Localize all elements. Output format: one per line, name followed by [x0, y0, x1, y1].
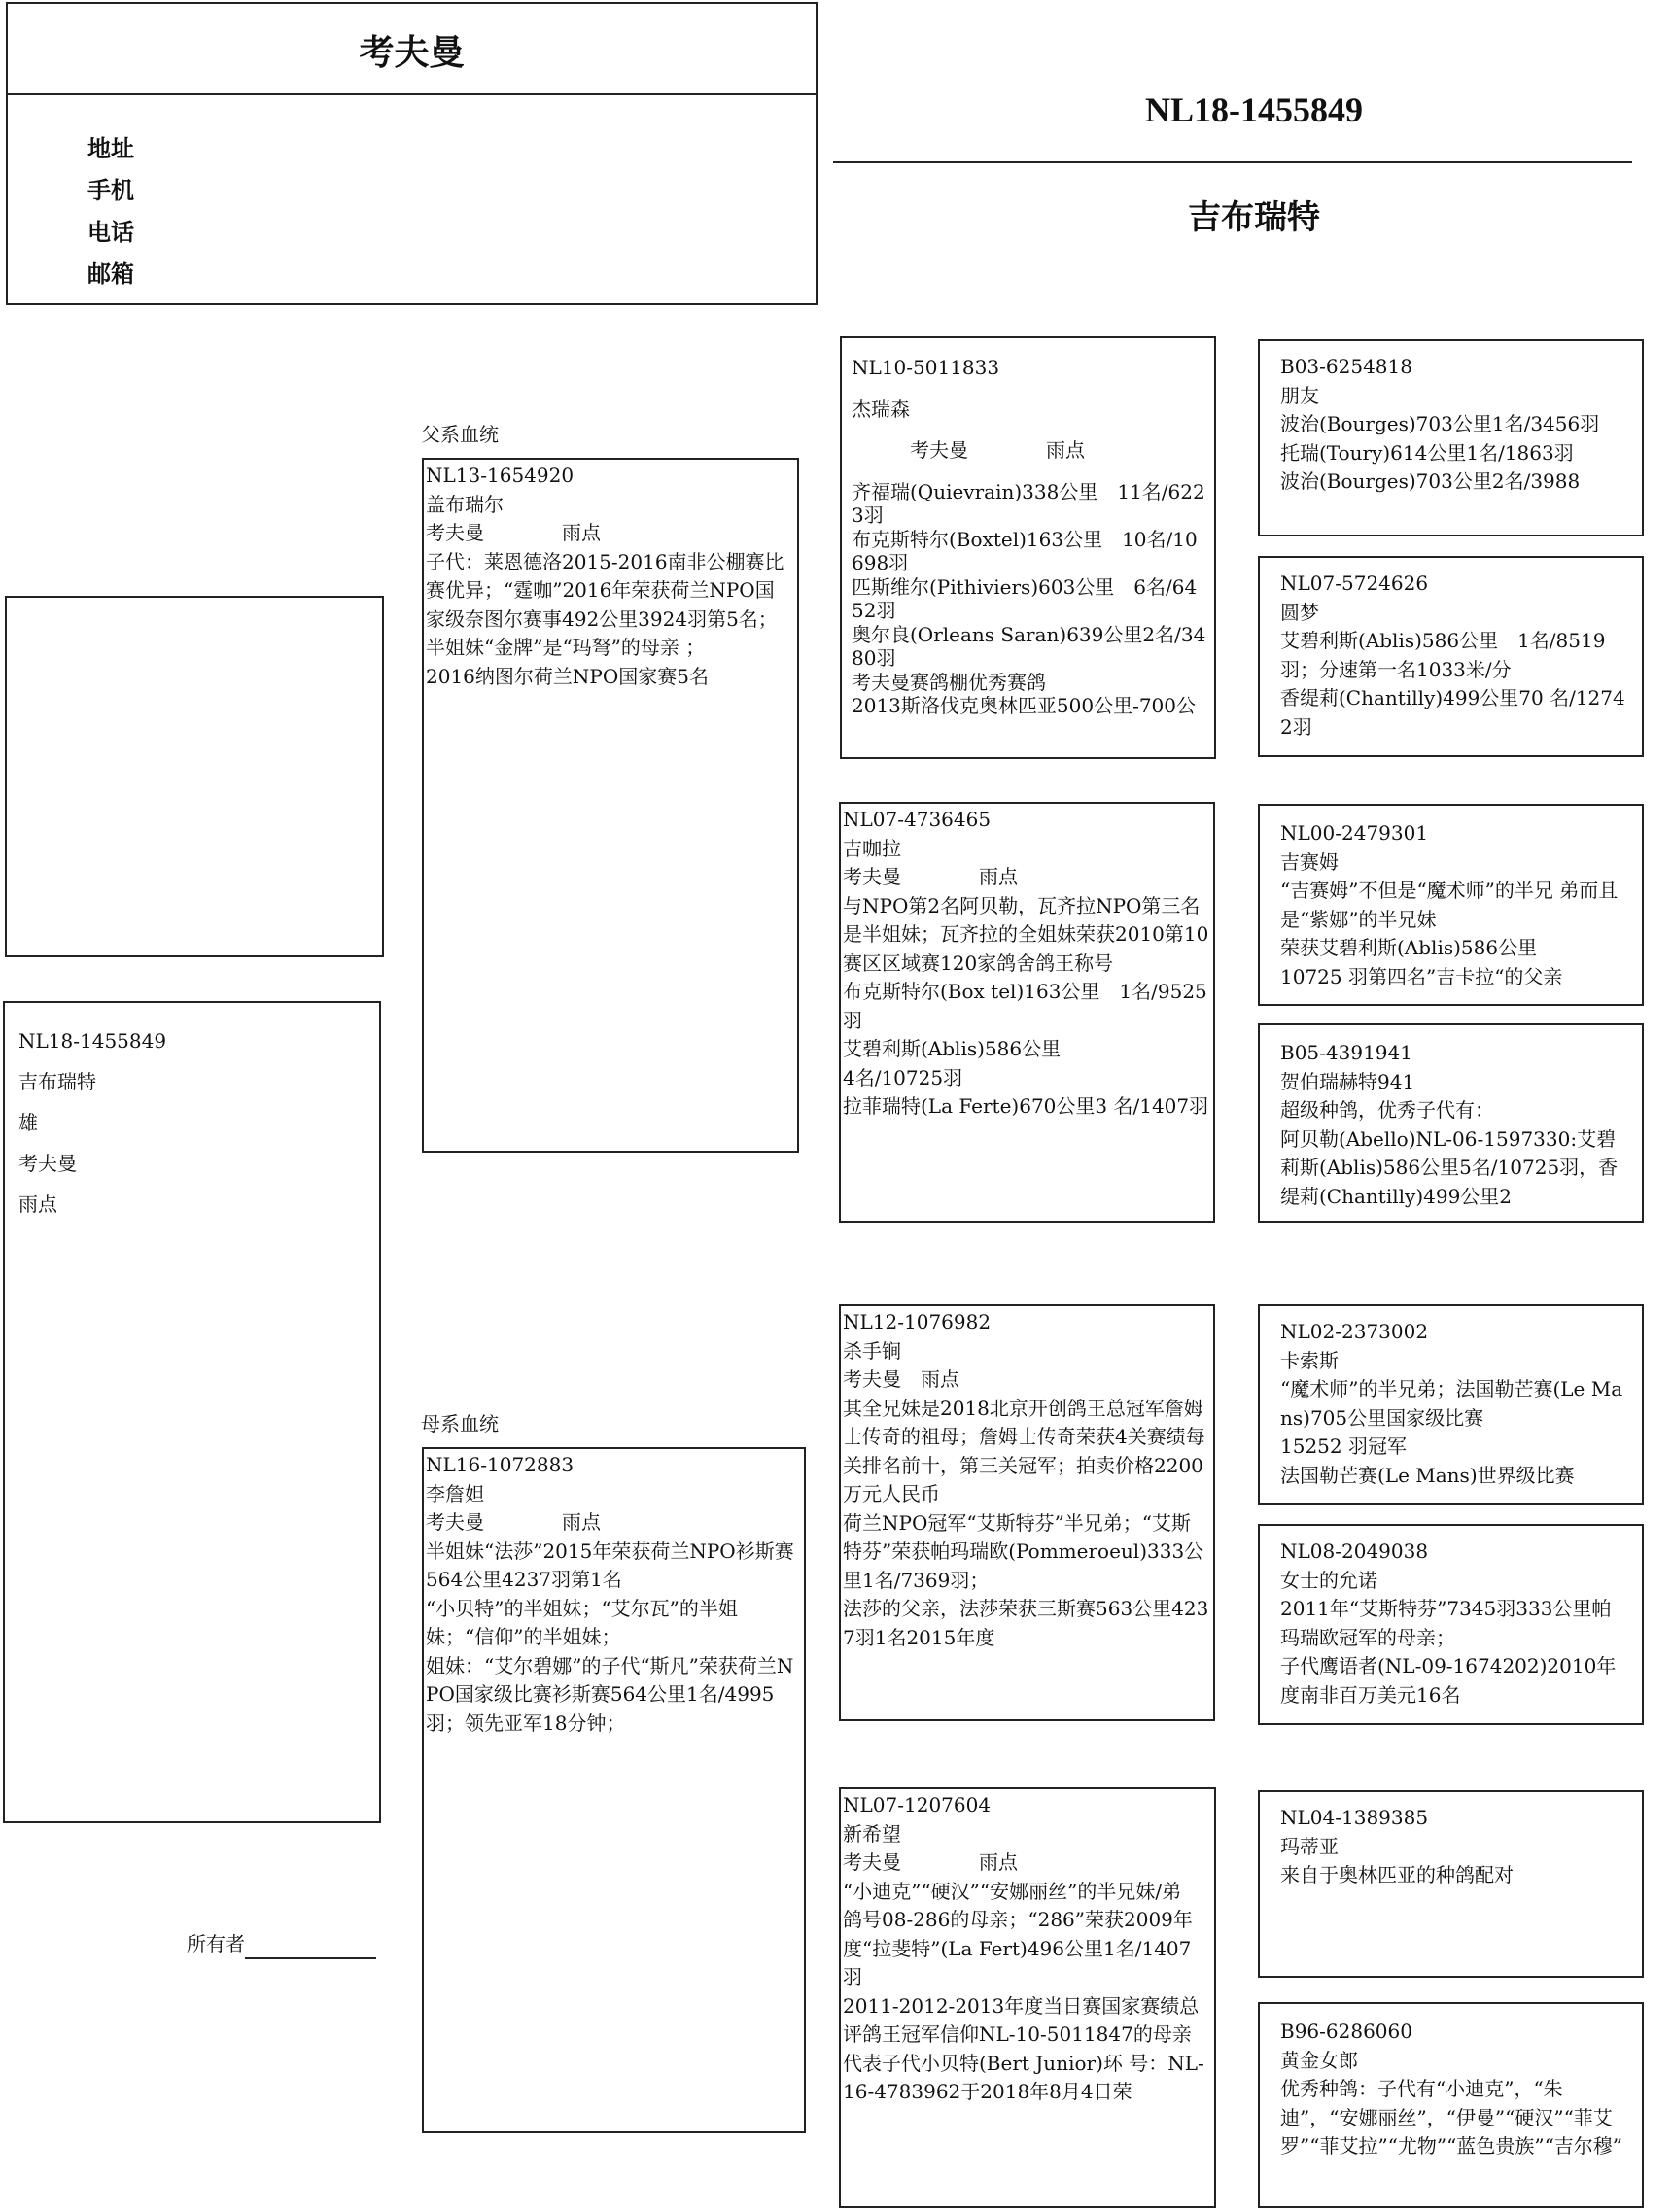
grandsire-maternal-note: 其全兄妹是2018北京开创鸽王总冠军詹姆士传奇的祖母；詹姆士传奇荣获4关赛绩每关排名前十，第三关冠军；拍卖价格2200万元人民币 [843, 1396, 1205, 1505]
granddam-paternal-note: 4名/10725羽 [843, 1065, 963, 1089]
granddam-paternal-name: 吉咖拉 [843, 836, 901, 860]
subject-ring: NL18-1455849 [18, 1029, 167, 1053]
subject-breeder: 考夫曼 [18, 1152, 77, 1175]
ggp-name: 圆梦 [1280, 600, 1319, 624]
granddam-maternal-note: 鸽号08-286的母亲；“286”荣获2009年度“拉斐特”(La Fert)496公里1名/1407羽 [843, 1908, 1193, 1988]
granddam-maternal-ring: NL07-1207604 [843, 1793, 992, 1816]
ggp-ring: NL04-1389385 [1280, 1806, 1429, 1829]
ggp-name: 吉赛姆 [1280, 849, 1339, 874]
great-grandparent-box [1258, 1304, 1644, 1505]
ggp-ring: NL07-5724626 [1280, 571, 1429, 595]
dam-note: 姐妹：“艾尔碧娜”的子代“斯凡”荣获荷兰NPO国家级比赛衫斯赛564公里1名/4995羽；领先亚军18分钟； [426, 1653, 794, 1735]
ggp-ring: NL02-2373002 [1280, 1320, 1429, 1343]
owner-field[interactable] [187, 1930, 391, 1959]
ggp-name: 朋友 [1280, 383, 1319, 407]
ggp-note: 2011年“艾斯特芬”7345羽333公里帕 玛瑞欧冠军的母亲； [1280, 1597, 1612, 1649]
grandsire-maternal-note: 法莎的父亲，法莎荣获三斯赛563公里4237羽1名2015年度 [843, 1597, 1209, 1649]
ggp-ring: B96-6286060 [1280, 2020, 1412, 2043]
granddam-maternal-breeder-color: 考夫曼 雨点 [843, 1850, 1018, 1874]
ggp-name: 卡索斯 [1280, 1348, 1339, 1372]
granddam-paternal-note: 艾碧利斯(Ablis)586公里 [843, 1037, 1062, 1060]
ggp-name: 女士的允诺 [1280, 1568, 1377, 1592]
photo-frame [5, 596, 384, 957]
grandsire-paternal-note: 齐福瑞(Quievrain)338公里 11名/6223羽 [852, 479, 1205, 527]
grandsire-paternal-note: 布克斯特尔(Boxtel)163公里 10名/10698羽 [852, 527, 1198, 574]
ggp-note: 波治(Bourges)703公里1名/3456羽 [1280, 412, 1600, 435]
dam-breeder-color: 考夫曼 雨点 [426, 1510, 601, 1534]
grandsire-paternal-note: 匹斯维尔(Pithiviers)603公里 6名/6452羽 [852, 574, 1198, 622]
great-grandparent-box [1258, 804, 1644, 1006]
subject-box [3, 1001, 381, 1823]
ggp-note: 子代鹰语者(NL-09-1674202)2010年度南非百万美元16名 [1280, 1654, 1617, 1707]
grandsire-paternal-note: 奥尔良(Orleans Saran)639公里2名/3480羽 [852, 622, 1206, 670]
sire-box [422, 458, 799, 1153]
contact-label-phone: 电话 [87, 219, 134, 246]
ggp-ring: B03-6254818 [1280, 355, 1412, 378]
sire-breeder-color: 考夫曼 雨点 [426, 521, 601, 544]
header-bird-name: 吉布瑞特 [1188, 198, 1320, 237]
great-grandparent-box [1258, 2002, 1644, 2208]
contact-label-mobile: 手机 [87, 177, 134, 204]
grandsire-paternal-ring: NL10-5011833 [852, 356, 1000, 379]
ggp-note: 艾碧利斯(Ablis)586公里 1名/8519羽；分速第一名1033米/分 [1280, 629, 1606, 681]
sire-note: 子代：莱恩德洛2015-2016南非公棚赛比赛优异；“霆咖”2016年荣获荷兰NPO国家级奈图尔赛事492公里3924羽第5名；半姐妹“金牌”是“玛弩”的母亲 ； [426, 549, 784, 659]
great-grandparent-box [1258, 556, 1644, 757]
subject-name: 吉布瑞特 [18, 1070, 96, 1093]
dam-line-label: 母系血统 [421, 1412, 499, 1435]
dam-note: 半姐妹“法莎”2015年荣获荷兰NPO衫斯赛564公里4237羽第1名 [426, 1538, 794, 1591]
grandsire-maternal-ring: NL12-1076982 [843, 1310, 992, 1333]
ggp-note: 波治(Bourges)703公里2名/3988 [1280, 469, 1581, 493]
ggp-note: 10725 羽第四名”吉卡拉“的父亲 [1280, 964, 1563, 988]
granddam-maternal-note: “小迪克”“硬汉”“安娜丽丝”的半兄妹/弟 [843, 1879, 1182, 1903]
grandsire-maternal-note: 荷兰NPO冠军“艾斯特芬”半兄弟；“艾斯特芬”荣获帕玛瑞欧(Pommeroeul)333公里1名/7369羽； [843, 1510, 1204, 1592]
ggp-note: 阿贝勒(Abello)NL-06-1597330:艾碧莉斯(Ablis)586公里5名/10725羽，香缇莉(Chantilly)499公里2 [1280, 1126, 1619, 1208]
granddam-maternal-name: 新希望 [843, 1821, 901, 1846]
dam-name: 李詹妲 [426, 1481, 484, 1505]
grandsire-maternal-name: 杀手锏 [843, 1338, 901, 1363]
ggp-name: 玛蒂亚 [1280, 1834, 1339, 1858]
sire-ring: NL13-1654920 [426, 464, 575, 487]
sire-name: 盖布瑞尔 [426, 492, 504, 516]
contact-label-email: 邮箱 [87, 260, 134, 288]
contact-label-address: 地址 [87, 135, 134, 162]
granddam-paternal-ring: NL07-4736465 [843, 808, 992, 831]
header-ring-number: NL18-1455849 [1145, 90, 1363, 129]
ggp-note: “魔术师”的半兄弟；法国勒芒赛(Le Mans)705公里国家级比赛 [1280, 1377, 1623, 1430]
ggp-name: 贺伯瑞赫特941 [1280, 1069, 1415, 1093]
subject-color: 雨点 [18, 1192, 57, 1216]
contact-labels [87, 128, 134, 295]
header-ring-underline [833, 161, 1632, 163]
great-grandparent-box [1258, 339, 1644, 536]
grandsire-paternal-breeder-color: 考夫曼 雨点 [910, 438, 1085, 462]
ggp-note: 优秀种鸽：子代有“小迪克”，“朱迪”，“安娜丽丝”，“伊曼”“硬汉”“菲艾罗”“菲艾拉”“尤物”“蓝色贵族”“吉尔穆” [1280, 2077, 1623, 2158]
ggp-name: 黄金女郎 [1280, 2048, 1358, 2072]
grandsire-maternal-breeder-color: 考夫曼 雨点 [843, 1367, 959, 1391]
ggp-ring: NL00-2479301 [1280, 821, 1429, 845]
granddam-maternal-box [839, 1787, 1216, 2208]
owner-line[interactable] [245, 1940, 376, 1959]
owner-label: 所有者 [187, 1932, 245, 1955]
ggp-note: 香缇莉(Chantilly)499公里70 名/12742羽 [1280, 686, 1625, 739]
ggp-note: 超级种鸽，优秀子代有： [1280, 1098, 1494, 1122]
great-grandparent-box [1258, 1790, 1644, 1978]
grandsire-paternal-note: 2013斯洛伐克奥林匹亚500公里-700公 [852, 694, 1197, 717]
grandsire-paternal-box [840, 336, 1216, 759]
ggp-ring: NL08-2049038 [1280, 1539, 1429, 1563]
sire-line-label: 父系血统 [421, 423, 499, 446]
ggp-note: 15252 羽冠军 [1280, 1434, 1407, 1458]
dam-box [422, 1447, 806, 2133]
ggp-note: “吉赛姆”不但是“魔术师”的半兄 弟而且是“紫娜”的半兄妹 [1280, 879, 1619, 931]
granddam-maternal-note: 2011-2012-2013年度当日赛国家赛绩总评鸽王冠军信仰NL-10-5011847的母亲 [843, 1993, 1200, 2046]
sire-note: 2016纳图尔荷兰NPO国家赛5名 [426, 664, 709, 688]
grandsire-paternal-note: 考夫曼赛鸽棚优秀赛鸽 [852, 670, 1046, 694]
granddam-paternal-note: 拉菲瑞特(La Ferte)670公里3 名/1407羽 [843, 1094, 1209, 1118]
ggp-note: 法国勒芒赛(Le Mans)世界级比赛 [1280, 1463, 1575, 1487]
grandsire-paternal-name: 杰瑞森 [852, 397, 910, 421]
dam-note: “小贝特”的半姐妹；“艾尔瓦”的半姐妹；“信仰”的半姐妹； [426, 1596, 738, 1648]
grandsire-maternal-box [839, 1304, 1215, 1721]
subject-sex: 雄 [18, 1111, 38, 1134]
granddam-paternal-note: 与NPO第2名阿贝勒，瓦齐拉NPO第三名是半姐妹；瓦齐拉的全姐妹荣获2010第10赛区区域赛120家鸽舍鸽王称号 [843, 893, 1209, 975]
granddam-paternal-note: 布克斯特尔(Box tel)163公里 1名/9525羽 [843, 980, 1207, 1032]
granddam-paternal-box [839, 802, 1215, 1223]
ggp-note: 来自于奥林匹亚的种鸽配对 [1280, 1863, 1514, 1886]
ggp-note: 托瑞(Toury)614公里1名/1863羽 [1280, 440, 1574, 465]
granddam-paternal-breeder-color: 考夫曼 雨点 [843, 865, 1018, 888]
granddam-maternal-note: 代表子代小贝特(Bert Junior)环 号：NL-16-4783962于2018年8月4日荣 [843, 2051, 1204, 2103]
header-divider [8, 93, 816, 95]
breeder-name: 考夫曼 [359, 33, 465, 73]
breeder-header-box [6, 2, 818, 305]
ggp-note: 荣获艾碧利斯(Ablis)586公里 [1280, 936, 1538, 959]
great-grandparent-box [1258, 1524, 1644, 1725]
great-grandparent-box [1258, 1023, 1644, 1223]
dam-ring: NL16-1072883 [426, 1453, 575, 1476]
ggp-ring: B05-4391941 [1280, 1041, 1412, 1064]
